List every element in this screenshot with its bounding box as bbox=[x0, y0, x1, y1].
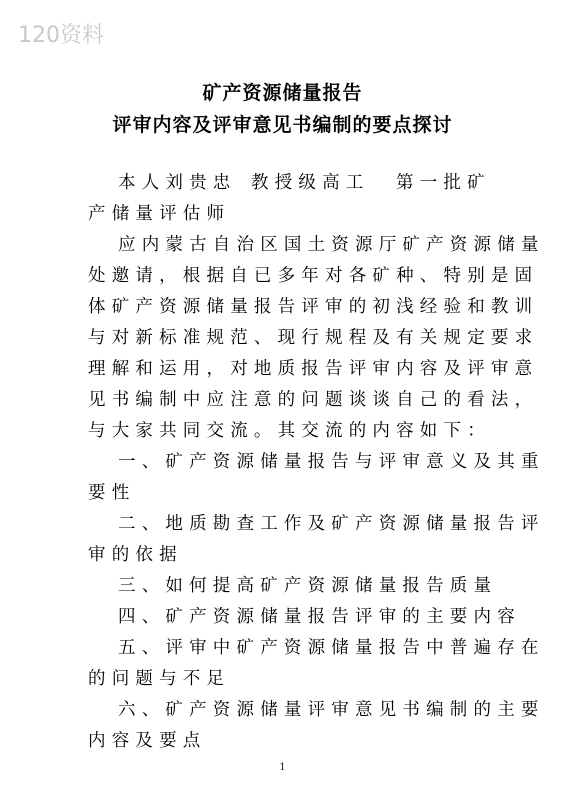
outline-item-5-cont: 的问题与不足 bbox=[88, 669, 231, 689]
intro-line: 见书编制中应注意的问题谈谈自己的看法， bbox=[88, 390, 539, 410]
outline-item-3: 三、如何提高矿产资源储量报告质量 bbox=[118, 576, 498, 596]
outline-item-1-cont: 要性 bbox=[88, 483, 136, 503]
intro-line: 理解和运用，对地质报告评审内容及评审意 bbox=[88, 359, 539, 379]
outline-item-2: 二、地质勘查工作及矿产资源储量报告评 bbox=[118, 514, 545, 534]
page-number: 1 bbox=[279, 762, 286, 773]
outline-item-4: 四、矿产资源储量报告评审的主要内容 bbox=[118, 607, 521, 627]
author-batch: 第一批矿 bbox=[396, 173, 491, 193]
outline-item-5: 五、评审中矿产资源储量报告中普遍存在 bbox=[118, 638, 545, 658]
intro-line: 体矿产资源储量报告评审的初浅经验和教训 bbox=[88, 297, 539, 317]
outline-item-6-cont: 内容及要点 bbox=[88, 731, 207, 751]
author-name: 本人刘贵忠 bbox=[118, 173, 237, 193]
intro-line: 与对新标准规范、现行规程及有关规定要求 bbox=[88, 328, 539, 348]
intro-line: 处邀请，根据自已多年对各矿种、特别是固 bbox=[88, 266, 539, 286]
intro-line: 应内蒙古自治区国土资源厅矿产资源储量 bbox=[118, 235, 545, 255]
author-title: 教授级高工 bbox=[251, 173, 370, 193]
outline-item-6: 六、矿产资源储量评审意见书编制的主要 bbox=[118, 700, 545, 720]
author-batch-continued: 产储量评估师 bbox=[88, 204, 231, 224]
document-title-line-1: 矿产资源储量报告 bbox=[202, 82, 363, 104]
outline-item-2-cont: 审的依据 bbox=[88, 545, 183, 565]
watermark-logo: 120资料 bbox=[18, 23, 104, 48]
document-title-line-2: 评审内容及评审意见书编制的要点探讨 bbox=[112, 114, 453, 136]
outline-item-1: 一、矿产资源储量报告与评审意义及其重 bbox=[118, 452, 545, 472]
intro-line: 与大家共同交流。其交流的内容如下： bbox=[88, 421, 491, 441]
